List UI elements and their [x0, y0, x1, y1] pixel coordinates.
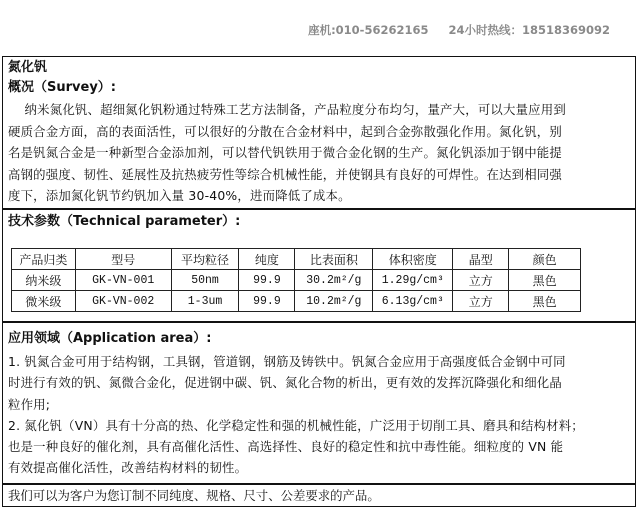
table-cell: 30.2m²/g: [295, 270, 373, 291]
column-header: 颜色: [509, 249, 581, 270]
table-cell: GK-VN-002: [75, 291, 171, 312]
overview-text: [8, 99, 632, 207]
overview-line: 高钢的强度、韧性、延展性及抗热疲劳性等综合机械性能，并使钢具有良好的可焊性。在达到相同强: [8, 166, 562, 182]
table-cell: 1.29g/cm³: [373, 270, 453, 291]
table-cell: 黑色: [509, 270, 581, 291]
table-cell: 99.9: [239, 270, 295, 291]
table-row: [12, 291, 581, 312]
parameters-table: [11, 248, 581, 312]
landline-number: 座机:010-56262165: [308, 23, 429, 37]
table-cell: 立方: [453, 291, 509, 312]
table-row: [12, 270, 581, 291]
column-header: 平均粒径: [171, 249, 239, 270]
column-header: 纯度: [239, 249, 295, 270]
column-header: 比表面积: [295, 249, 373, 270]
overview-heading: 概况（Survey）:: [8, 80, 116, 95]
product-title: 氮化钒: [8, 60, 48, 75]
table-cell: GK-VN-001: [75, 270, 171, 291]
application-line: 2. 氮化钒（VN）具有十分高的热、化学稳定性和强的机械性能，广泛用于切削工具、磨具和结构材料；: [8, 417, 584, 433]
contact-header: [0, 0, 640, 56]
parameters-section: [2, 209, 636, 322]
application-section: [2, 322, 636, 484]
table-cell: 纳米级: [12, 270, 76, 291]
table-cell: 微米级: [12, 291, 76, 312]
overview-line: 纳米氮化钒、超细氮化钒粉通过特殊工艺方法制备，产品粒度分布均匀，量产大，可以大量应用到: [8, 102, 566, 117]
contact-info: [308, 22, 610, 38]
hotline-number: 24小时热线：18518369092: [448, 23, 610, 37]
table-cell: 10.2m²/g: [295, 291, 373, 312]
overview-section: [2, 56, 636, 209]
custom-order-note: 我们可以为客户为您订制不同纯度、规格、尺寸、公差要求的产品。: [8, 488, 380, 503]
column-header: 产品归类: [12, 249, 76, 270]
table-cell: 6.13g/cm³: [373, 291, 453, 312]
overview-line: 度下，添加氮化钒节约钒加入量 30-40%，进而降低了成本。: [8, 188, 351, 203]
table-cell: 99.9: [239, 291, 295, 312]
overview-line: 硬质合金方面，高的表面活性，可以很好的分散在合金材料中，起到合金弥散强化作用。氮化钒，别: [8, 123, 562, 139]
custom-order-section: [2, 484, 636, 507]
table-header-row: [12, 249, 581, 270]
application-line: 有效提高催化活性，改善结构材料的韧性。: [8, 460, 248, 476]
table-cell: 黑色: [509, 291, 581, 312]
column-header: 晶型: [453, 249, 509, 270]
application-line: 1. 钒氮合金可用于结构钢，工具钢，管道钢，钢筋及铸铁中。钒氮合金应用于高强度低合金钢中可同: [8, 354, 566, 369]
overview-line: 名是钒氮合金是一种新型合金添加剂，可以替代钒铁用于微合金化钢的生产。氮化钒添加于钢中能提: [8, 145, 562, 160]
table-cell: 50nm: [171, 270, 239, 291]
column-header: 体积密度: [373, 249, 453, 270]
application-text: [8, 351, 632, 479]
application-line: 时进行有效的钒、氮微合金化，促进钢中碳、钒、氮化合物的析出，更有效的发挥沉降强化和细化晶: [8, 375, 562, 391]
column-header: 型号: [75, 249, 171, 270]
table-cell: 立方: [453, 270, 509, 291]
application-heading: 应用领域（Application area）:: [8, 331, 212, 346]
parameters-heading: 技术参数（Technical parameter）:: [8, 214, 241, 229]
application-line: 也是一种良好的催化剂，具有高催化活性、高选择性、良好的稳定性和抗中毒性能。细粒度的 VN 能: [8, 439, 564, 455]
application-line: 粒作用;: [8, 396, 51, 412]
table-cell: 1-3um: [171, 291, 239, 312]
